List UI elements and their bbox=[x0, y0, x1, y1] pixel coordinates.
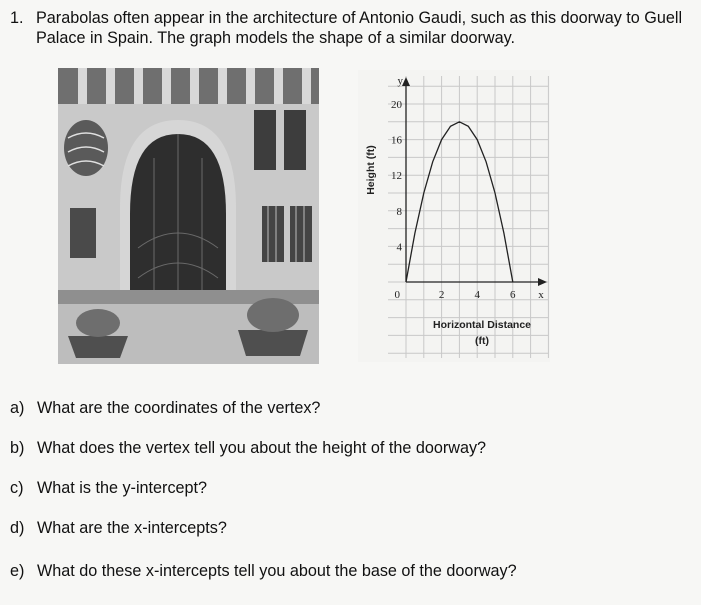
question-text: What are the coordinates of the vertex? bbox=[37, 399, 321, 417]
x-axis-letter: x bbox=[538, 289, 544, 301]
arched-doorway-photo bbox=[58, 68, 319, 364]
question-text: What does the vertex tell you about the height of the doorway? bbox=[37, 439, 487, 457]
y-axis-label: Height (ft) bbox=[365, 145, 377, 195]
question-text: What is the y-intercept? bbox=[37, 479, 208, 497]
x-tick-label: 6 bbox=[510, 289, 516, 301]
question-letter: b) bbox=[10, 439, 25, 457]
question-letter: c) bbox=[10, 479, 24, 497]
x-axis-label-line2: (ft) bbox=[475, 335, 489, 347]
y-tick-label: 16 bbox=[391, 134, 402, 147]
y-tick-label: 8 bbox=[396, 205, 402, 218]
origin-label: 0 bbox=[394, 289, 400, 301]
x-tick-label: 4 bbox=[474, 289, 480, 301]
question-letter: e) bbox=[10, 562, 25, 580]
y-tick-label: 20 bbox=[391, 99, 402, 111]
problem-text: Parabolas often appear in the architecture of Antonio Gaudi, such as this doorway to Guell Palace in Spain. The graph models the shape of a similar doorway. bbox=[36, 9, 683, 47]
problem-number: 1. bbox=[10, 9, 24, 27]
y-tick-label: 12 bbox=[391, 170, 402, 183]
question-b bbox=[10, 438, 486, 458]
question-text: What do these x-intercepts tell you about the base of the doorway? bbox=[37, 562, 517, 580]
y-axis-letter: y bbox=[397, 75, 403, 87]
question-c bbox=[10, 478, 207, 498]
question-letter: a) bbox=[10, 399, 25, 417]
x-axis-label-line1: Horizontal Distance bbox=[432, 319, 532, 331]
parabola-graph bbox=[358, 70, 550, 362]
question-d bbox=[10, 518, 227, 538]
x-tick-label: 2 bbox=[438, 289, 445, 301]
question-text: What are the x-intercepts? bbox=[37, 519, 227, 537]
question-letter: d) bbox=[10, 519, 25, 537]
question-e bbox=[10, 561, 517, 581]
question-a bbox=[10, 398, 320, 418]
y-tick-label: 4 bbox=[396, 241, 402, 254]
